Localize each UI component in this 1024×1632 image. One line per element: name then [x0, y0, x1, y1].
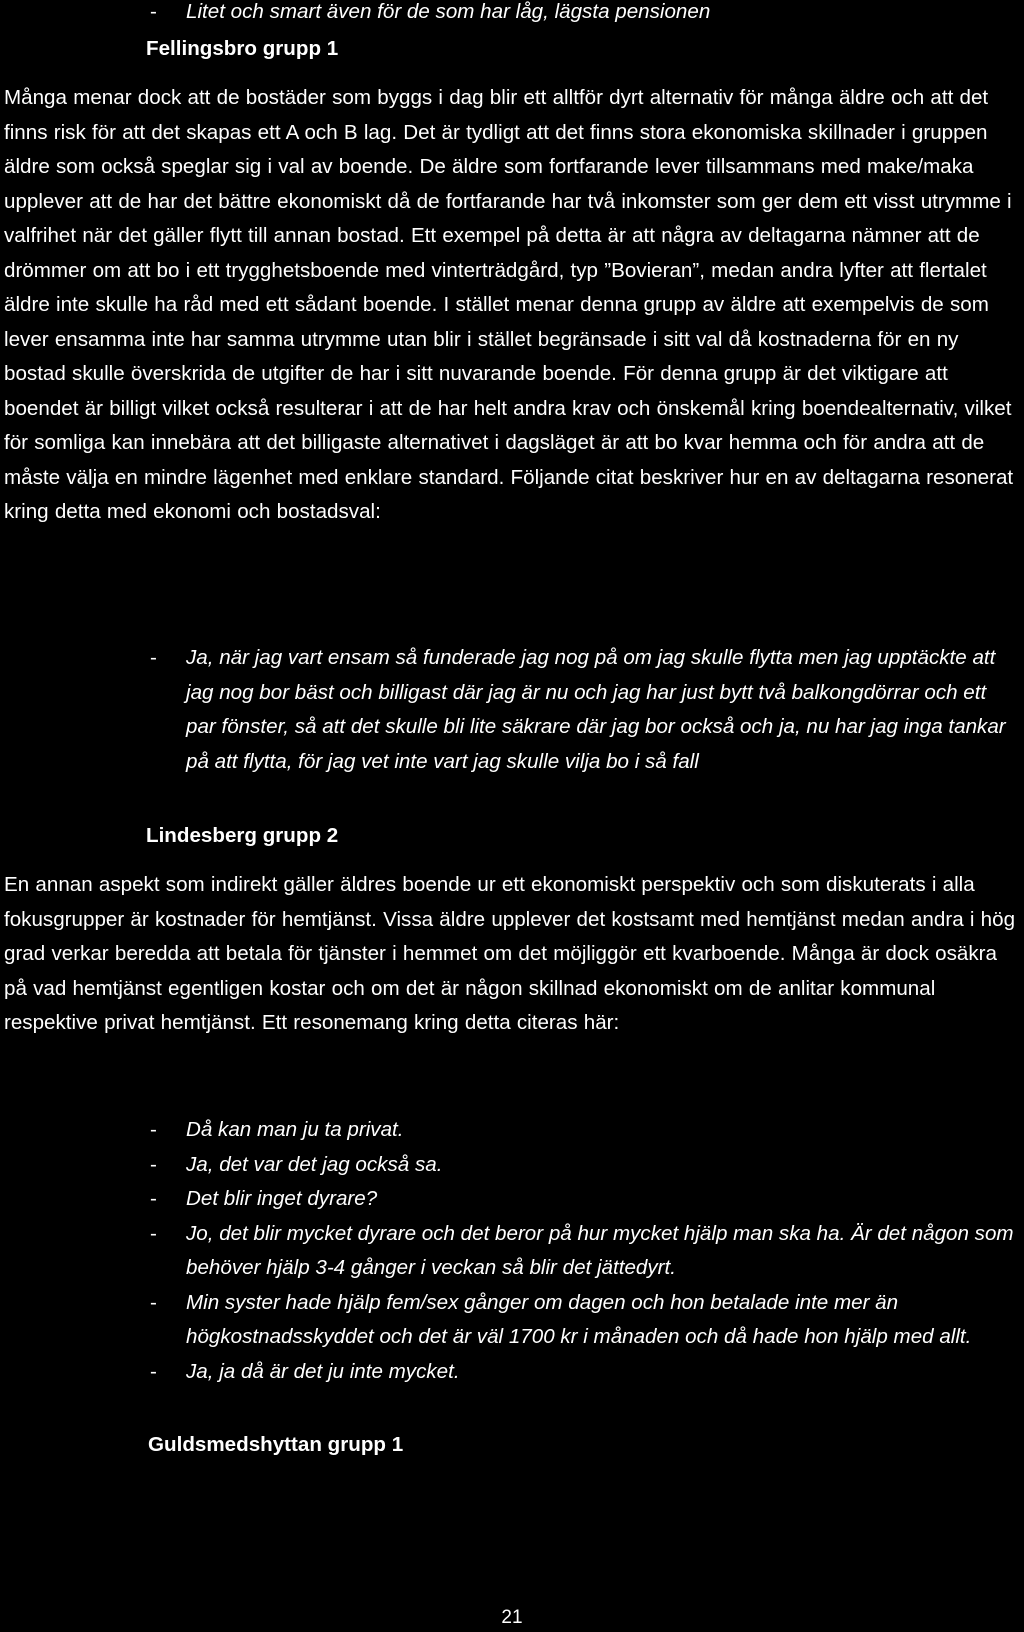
paragraph-home-care-costs: En annan aspekt som indirekt gäller äldres boende ur ett ekonomiskt perspektiv och som diskuterats i alla fokusgrupper är kostnader för hemtjänst. Vissa äldre upplever det kostsamt med hemtjänst medan andra i hög grad verkar beredda att betala för tjänster i hemmet om det möjliggör ett kvarboende. Många är dock osäkra på vad hemtjänst egentligen kostar och om det är någon skillnad ekonomiskt om de anlitar kommunal respektive privat hemtjänst. Ett resonemang kring detta citeras här: — [4, 873, 1016, 1034]
quote-source-fellingsbro: Fellingsbro grupp 1 — [146, 37, 339, 60]
quote-guldsmedshyttan — [150, 1113, 1016, 1389]
quote-lindesberg — [150, 641, 1010, 779]
page-number: 21 — [501, 1607, 523, 1628]
quote-line: - Ja, när jag vart ensam så funderade jag nog på om jag skulle flytta men jag upptäckte att jag nog bor bäst och billigast där jag är nu och jag har just bytt två balkongdörrar och ett par fönster, så att det skulle bli lite säkrare där jag bor också och ja, nu har jag inga tankar på att flytta, för jag vet inte vart jag skulle vilja bo i så fall — [150, 641, 1010, 779]
quote-line: - Jo, det blir mycket dyrare och det beror på hur mycket hjälp man ska ha. Är det någon som behöver hjälp 3-4 gånger i veckan så blir det jättedyrt. — [150, 1217, 1016, 1286]
quote-fellingsbro — [150, 0, 1010, 30]
quote-source-lindesberg: Lindesberg grupp 2 — [146, 824, 339, 847]
quote-line: - Litet och smart även för de som har låg, lägsta pensionen — [150, 0, 1010, 30]
quote-line: - Då kan man ju ta privat. — [150, 1113, 1016, 1148]
quote-line: - Det blir inget dyrare? — [150, 1182, 1016, 1217]
quote-line: - Ja, det var det jag också sa. — [150, 1148, 1016, 1183]
paragraph-housing-costs: Många menar dock att de bostäder som byggs i dag blir ett alltför dyrt alternativ för många äldre och att det finns risk för att det skapas ett A och B lag. Det är tydligt att det finns stora ekonomiska skillnader i gruppen äldre som också speglar sig i val av boende. De äldre som fortfarande lever tillsammans med make/maka upplever att de har det bättre ekonomiskt då de fortfarande har två inkomster som ger dem ett visst utrymme i valfrihet när det gäller flytt till annan bostad. Ett exempel på detta är att några av deltagarna nämner att de drömmer om att bo i ett trygghetsboende med vinterträdgård, typ ”Bovieran”, medan andra lyfter att flertalet äldre inte skulle ha råd med ett sådant boende. I stället menar denna grupp av äldre att exempelvis de som lever ensamma inte har samma utrymme utan blir i stället begränsade i sitt val då kostnaderna för en ny bostad skulle överskrida de utgifter de har i sitt nuvarande boende. För denna grupp är det viktigare att boendet är billigt vilket också resulterar i att de har helt andra krav och önskemål kring boendealternativ, vilket för somliga kan innebära att det billigaste alternativet i dagsläget är att bo kvar hemma och för andra att de måste välja en mindre lägenhet med enklare standard. Följande citat beskriver hur en av deltagarna resonerat kring detta med ekonomi och bostadsval: — [4, 86, 1014, 523]
quote-line: - Ja, ja då är det ju inte mycket. — [150, 1355, 1016, 1390]
quote-line: - Min syster hade hjälp fem/sex gånger om dagen och hon betalade inte mer än högkostnadsskyddet och det är väl 1700 kr i månaden och då hade hon hjälp med allt. — [150, 1286, 1016, 1355]
quote-source-guldsmedshyttan: Guldsmedshyttan grupp 1 — [148, 1433, 404, 1456]
